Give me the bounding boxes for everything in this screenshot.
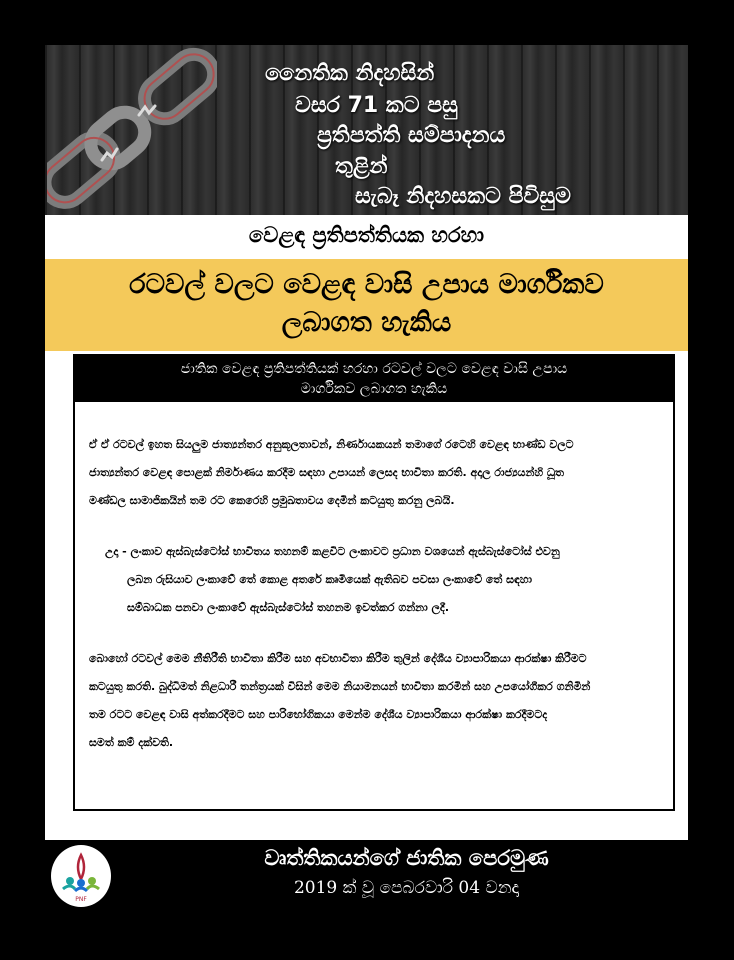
box-heading bbox=[75, 356, 673, 402]
subtitle: වෙළඳ ප්‍රතිපත්තියක හරහා bbox=[248, 223, 485, 247]
header-line-1: නෛතික නිදහසින් bbox=[265, 61, 435, 86]
paragraph-1-line: ජාත්‍යන්තර වෙළඳ පොළක් නිර්මාණය කරදීම සඳහා උපායන් ලෙසද භාවිතා කරති. අදාල රාජ්‍යයන්හි ධූත bbox=[89, 466, 564, 479]
content-box bbox=[73, 354, 675, 811]
organization-name: වෘත්තිකයන්ගේ ජාතික පෙරමුණ bbox=[264, 846, 549, 870]
date-line: 2019 ක් වූ පෙබරවාරි 04 වනදා bbox=[293, 878, 520, 898]
header-banner bbox=[45, 45, 688, 215]
header-line-4: තුළින් bbox=[335, 154, 388, 179]
paragraph-1-line: මණ්ඩල සාමාජිකයින් තම රට කෙරෙහි ප්‍රමුඛතාවය දෙමින් කටයුතු කරනු ලබයි. bbox=[89, 494, 455, 507]
pnf-logo bbox=[51, 845, 111, 907]
paragraph-2-line: බොහෝ රටවල් මෙම නීතිරීති භාවිතා කිරීම සහ අවභාවිතා කිරීම තුලින් දේශීය ව්‍යාපාරිකයා ආරක්ෂා කිරීමට bbox=[89, 652, 587, 665]
example-line: ලබන රුසියාව ලංකාවේ තේ කොළ අතරේ කෘමියෙක් ඇතිබව පවසා ලංකාවේ තේ සඳහා bbox=[127, 573, 532, 586]
header-line-5: සැබෑ නිදහසකට පිවිසුම bbox=[355, 184, 571, 209]
footer-banner bbox=[45, 840, 688, 912]
paragraph-2-line: සමත් කම් දක්වති. bbox=[89, 736, 174, 749]
broken-chain-icon bbox=[47, 45, 217, 215]
example-line: සම්බාධක පනවා ලංකාවේ ඇස්බැස්ටෝස් තහනම ඉවත්කර ගන්නා ලදී. bbox=[127, 601, 449, 614]
box-heading-line-1: ජාතික වෙළඳ ප්‍රතිපත්තියක් හරහා රටවල් වලට වෙළඳ වාසි උපාය bbox=[180, 361, 568, 377]
logo-text: PNF bbox=[75, 896, 87, 903]
header-line-2: වසර 71 කට පසු bbox=[295, 93, 458, 118]
poster bbox=[45, 45, 688, 912]
box-heading-line-2: මාර්ගිකව ලබාගත හැකිය bbox=[300, 381, 448, 397]
example-line: උදා - ලංකාව ඇස්බැස්ටෝස් භාවිතය තහනම් කළවිට ලංකාවට ප්‍රධාන වශයෙන් ඇස්බැස්ටෝස් එවනු bbox=[105, 545, 560, 558]
headline-line-2: ලබාගත හැකිය bbox=[281, 307, 452, 338]
paragraph-1-line: ඒ ඒ රටවල් ඉහත සියලුම ජාත්‍යන්තර අනුකූලතාවන්, නිර්ණායකයන් තමාගේ රටෙහි වෙළඳ භාණ්ඩ වලට bbox=[89, 438, 574, 451]
headline-band bbox=[45, 259, 688, 351]
paragraph-2-line: තම රටට වෙළඳ වාසි අත්කරදීමට සහ පාරිභෝගිකයා මෙන්ම දේශීය ව්‍යාපාරිකයා ආරක්ෂා කරදීමටද bbox=[89, 708, 548, 721]
headline-line-1: රටවල් වලට වෙළඳ වාසි උපාය මාර්ගිකව bbox=[129, 269, 604, 300]
paragraph-2-line: කටයුතු කරති. බුද්ධිමත් නිළධාරී තන්ත්‍රයක් විසින් මෙම නියාමනයන් භාවිතා කරමින් සහ උපයෝගීකර ගනිමින් bbox=[89, 680, 591, 693]
pnf-logo-icon bbox=[51, 845, 111, 907]
header-line-3: ප්‍රතිපත්ති සම්පාදනය bbox=[317, 123, 506, 148]
